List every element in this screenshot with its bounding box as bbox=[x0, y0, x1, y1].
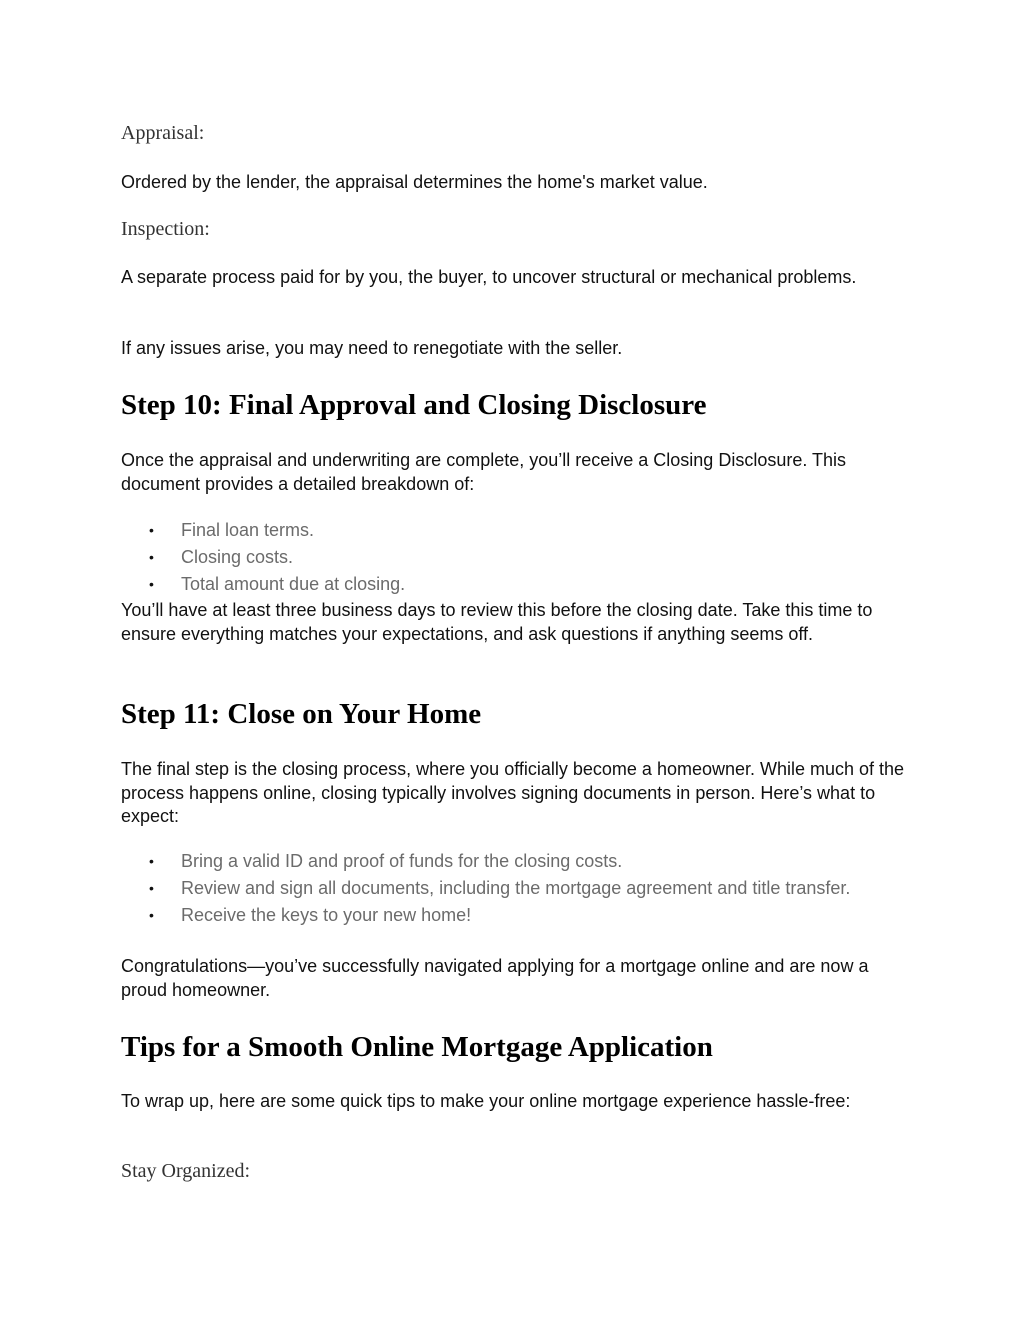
list-item: • Bring a valid ID and proof of funds for the closing costs. bbox=[121, 850, 911, 874]
appraisal-text: Ordered by the lender, the appraisal determines the home's market value. bbox=[121, 172, 708, 192]
tips-heading: Tips for a Smooth Online Mortgage Application bbox=[121, 1031, 713, 1063]
inspection-text: A separate process paid for by you, the buyer, to uncover structural or mechanical problems. bbox=[121, 267, 857, 287]
inspection-label: Inspection: bbox=[121, 218, 210, 240]
bullet-icon: • bbox=[149, 549, 154, 565]
step11-list bbox=[121, 850, 911, 931]
list-item: • Final loan terms. bbox=[121, 519, 911, 543]
step10-heading: Step 10: Final Approval and Closing Disclosure bbox=[121, 389, 707, 421]
step10-intro: Once the appraisal and underwriting are complete, you’ll receive a Closing Disclosure. This document provides a detailed breakdown of: bbox=[121, 450, 847, 494]
list-item: • Review and sign all documents, including the mortgage agreement and title transfer. bbox=[121, 877, 911, 901]
tips-intro: To wrap up, here are some quick tips to make your online mortgage experience hassle-free: bbox=[121, 1091, 851, 1111]
stay-organized-label: Stay Organized: bbox=[121, 1160, 251, 1182]
step10-outro: You’ll have at least three business days to review this before the closing date. Take this time to ensure everything matches your expectations, and ask questions if anything seems off. bbox=[121, 600, 873, 644]
inspection-note: If any issues arise, you may need to renegotiate with the seller. bbox=[121, 338, 623, 358]
bullet-icon: • bbox=[149, 853, 154, 869]
step11-outro: Congratulations—you’ve successfully navigated applying for a mortgage online and are now a proud homeowner. bbox=[121, 956, 869, 1000]
list-item: • Receive the keys to your new home! bbox=[121, 904, 911, 928]
step11-heading: Step 11: Close on Your Home bbox=[121, 698, 482, 730]
step11-intro: The final step is the closing process, where you officially become a homeowner. While much of the process happens online, closing typically involves signing documents in person. Here’s what to expect: bbox=[121, 759, 905, 826]
list-item: • Total amount due at closing. bbox=[121, 573, 911, 597]
bullet-icon: • bbox=[149, 576, 154, 592]
bullet-icon: • bbox=[149, 522, 154, 538]
list-item: • Closing costs. bbox=[121, 546, 911, 570]
appraisal-label: Appraisal: bbox=[121, 122, 205, 144]
bullet-icon: • bbox=[149, 880, 154, 896]
bullet-icon: • bbox=[149, 907, 154, 923]
step10-list bbox=[121, 519, 911, 600]
